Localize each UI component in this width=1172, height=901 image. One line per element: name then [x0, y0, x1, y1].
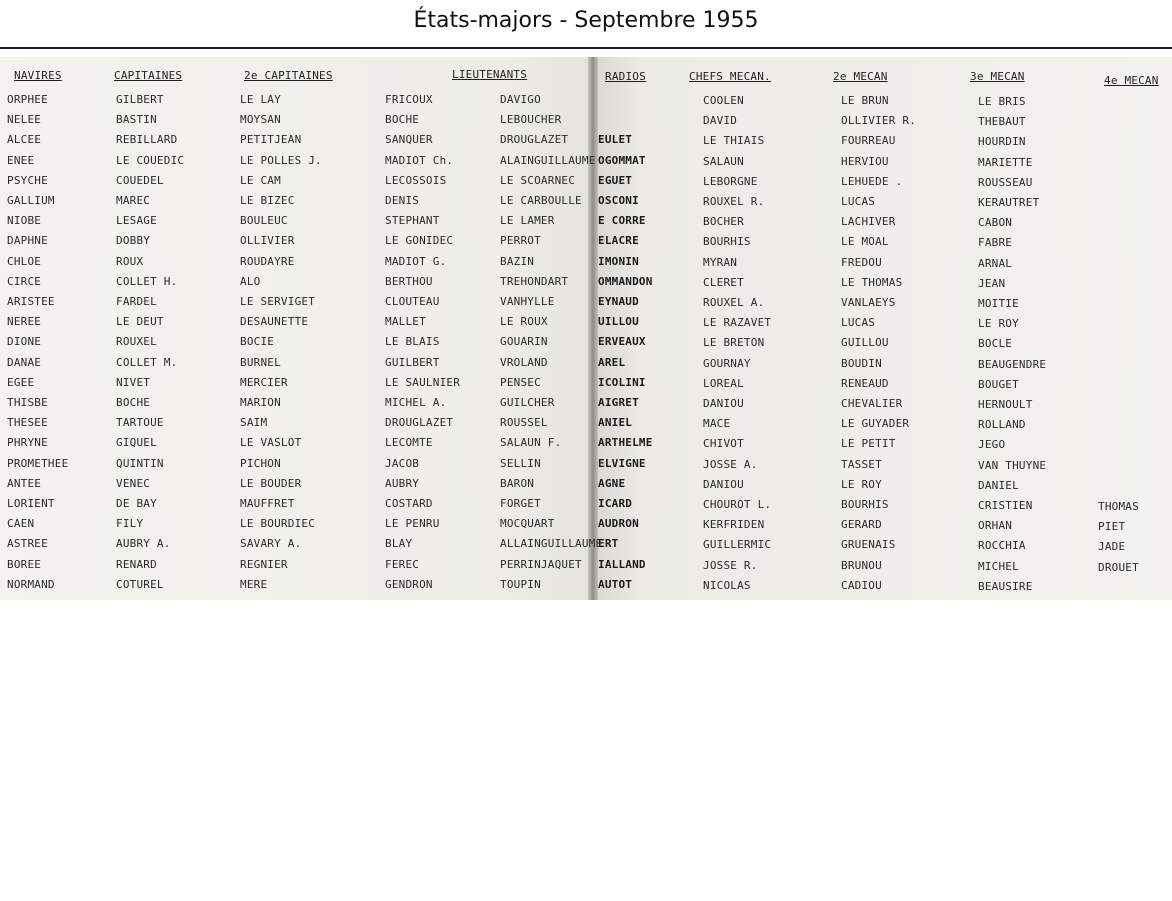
radio-cell: ELACRE [598, 234, 639, 247]
header-4e-mecan: 4e MECAN [1104, 74, 1159, 87]
third-mecan-cell: FABRE [978, 236, 1013, 249]
radio-cell: ERVEAUX [598, 335, 646, 348]
second-capitaine-cell: MOYSAN [240, 113, 281, 126]
capitaine-cell: BOCHE [116, 396, 151, 409]
radio-cell: AIGRET [598, 396, 639, 409]
chef-mecan-cell: MACE [703, 417, 731, 430]
lieutenant-cell: LE ROUX [500, 315, 548, 328]
capitaine-cell: COLLET H. [116, 275, 178, 288]
lieutenant-cell: VROLAND [500, 356, 548, 369]
second-mecan-cell: LUCAS [841, 195, 876, 208]
lieutenant-cell: FORGET [500, 497, 541, 510]
second-mecan-cell: BOUDIN [841, 357, 882, 370]
third-mecan-cell: BOUGET [978, 378, 1019, 391]
radio-cell: UILLOU [598, 315, 639, 328]
second-capitaine-cell: LE BOURDIEC [240, 517, 316, 530]
capitaine-cell: ROUXEL [116, 335, 157, 348]
lieutenant-cell: DAVIGO [500, 93, 541, 106]
lieutenant-cell: LE PENRU [385, 517, 440, 530]
navire-cell: PROMETHEE [7, 457, 69, 470]
second-capitaine-cell: DESAUNETTE [240, 315, 309, 328]
lieutenant-cell: TOUPIN [500, 578, 541, 591]
lieutenant-cell: LE GONIDEC [385, 234, 454, 247]
second-capitaine-cell: ROUDAYRE [240, 255, 295, 268]
third-mecan-cell: CRISTIEN [978, 499, 1033, 512]
second-mecan-cell: RENEAUD [841, 377, 889, 390]
capitaine-cell: FILY [116, 517, 144, 530]
second-mecan-cell: LE PETIT [841, 437, 896, 450]
third-mecan-cell: MICHEL [978, 560, 1019, 573]
second-mecan-cell: FOURREAU [841, 134, 896, 147]
navire-cell: BOREE [7, 558, 42, 571]
chef-mecan-cell: LE RAZAVET [703, 316, 772, 329]
navire-cell: NEREE [7, 315, 42, 328]
chef-mecan-cell: CLERET [703, 276, 744, 289]
radio-cell: ELVIGNE [598, 457, 646, 470]
header-lieutenants: LIEUTENANTS [452, 68, 528, 81]
radio-cell: OSCONI [598, 194, 639, 207]
book-gutter [588, 57, 598, 600]
radio-cell: ICARD [598, 497, 633, 510]
lieutenant-cell: LEBOUCHER [500, 113, 562, 126]
lieutenant-cell: CLOUTEAU [385, 295, 440, 308]
chef-mecan-cell: BOURHIS [703, 235, 751, 248]
navire-cell: ANTEE [7, 477, 42, 490]
capitaine-cell: TARTOUE [116, 416, 164, 429]
lieutenant-cell: GUILBERT [385, 356, 440, 369]
second-mecan-cell: LACHIVER [841, 215, 896, 228]
third-mecan-cell: HOURDIN [978, 135, 1026, 148]
second-capitaine-cell: LE BIZEC [240, 194, 295, 207]
navire-cell: NORMAND [7, 578, 55, 591]
navire-cell: NIOBE [7, 214, 42, 227]
header-chefs-mecan: CHEFS MECAN. [689, 70, 771, 83]
fourth-mecan-cell: JADE [1098, 540, 1126, 553]
lieutenant-cell: BERTHOU [385, 275, 433, 288]
lieutenant-cell: PENSEC [500, 376, 541, 389]
capitaine-cell: ROUX [116, 255, 144, 268]
title-divider [0, 47, 1172, 49]
second-capitaine-cell: PETITJEAN [240, 133, 302, 146]
scanned-document [0, 57, 1172, 600]
navire-cell: PSYCHE [7, 174, 48, 187]
navire-cell: EGEE [7, 376, 35, 389]
second-capitaine-cell: REGNIER [240, 558, 288, 571]
second-mecan-cell: CHEVALIER [841, 397, 903, 410]
header-2e-mecan: 2e MECAN [833, 70, 888, 83]
capitaine-cell: LESAGE [116, 214, 157, 227]
second-capitaine-cell: PICHON [240, 457, 281, 470]
lieutenant-cell: DROUGLAZET [500, 133, 569, 146]
third-mecan-cell: DANIEL [978, 479, 1019, 492]
capitaine-cell: RENARD [116, 558, 157, 571]
second-capitaine-cell: MARION [240, 396, 281, 409]
navire-cell: CAEN [7, 517, 35, 530]
fourth-mecan-cell: THOMAS [1098, 500, 1139, 513]
lieutenant-cell: BARON [500, 477, 535, 490]
chef-mecan-cell: GOURNAY [703, 357, 751, 370]
second-capitaine-cell: LE CAM [240, 174, 281, 187]
chef-mecan-cell: JOSSE A. [703, 458, 758, 471]
second-capitaine-cell: LE LAY [240, 93, 281, 106]
capitaine-cell: GILBERT [116, 93, 164, 106]
radio-cell: ANIEL [598, 416, 633, 429]
lieutenant-cell: LE CARBOULLE [500, 194, 582, 207]
capitaine-cell: MAREC [116, 194, 151, 207]
lieutenant-cell: MALLET [385, 315, 426, 328]
lieutenant-cell: LE SAULNIER [385, 376, 461, 389]
chef-mecan-cell: LEBORGNE [703, 175, 758, 188]
radio-cell: E CORRE [598, 214, 646, 227]
lieutenant-cell: LECOMTE [385, 436, 433, 449]
second-capitaine-cell: LE BOUDER [240, 477, 302, 490]
chef-mecan-cell: GUILLERMIC [703, 538, 772, 551]
chef-mecan-cell: LOREAL [703, 377, 744, 390]
lieutenant-cell: SANQUER [385, 133, 433, 146]
header-navires: NAVIRES [14, 69, 62, 82]
second-capitaine-cell: OLLIVIER [240, 234, 295, 247]
header-capitaines: CAPITAINES [114, 69, 183, 82]
second-mecan-cell: GRUENAIS [841, 538, 896, 551]
third-mecan-cell: KERAUTRET [978, 196, 1040, 209]
chef-mecan-cell: ROUXEL R. [703, 195, 765, 208]
radio-cell: EGUET [598, 174, 633, 187]
navire-cell: CHLOE [7, 255, 42, 268]
navire-cell: ASTREE [7, 537, 48, 550]
second-mecan-cell: LE BRUN [841, 94, 889, 107]
lieutenant-cell: GENDRON [385, 578, 433, 591]
lieutenant-cell: GOUARIN [500, 335, 548, 348]
radio-cell: ERT [598, 537, 619, 550]
navire-cell: THISBE [7, 396, 48, 409]
lieutenant-cell: GUILCHER [500, 396, 555, 409]
chef-mecan-cell: DAVID [703, 114, 738, 127]
third-mecan-cell: BEAUSIRE [978, 580, 1033, 593]
capitaine-cell: QUINTIN [116, 457, 164, 470]
lieutenant-cell: ALAINGUILLAUME [500, 154, 596, 167]
lieutenant-cell: MADIOT Ch. [385, 154, 454, 167]
chef-mecan-cell: LE THIAIS [703, 134, 765, 147]
lieutenant-cell: AUBRY [385, 477, 420, 490]
capitaine-cell: DOBBY [116, 234, 151, 247]
lieutenant-cell: MOCQUART [500, 517, 555, 530]
third-mecan-cell: LE ROY [978, 317, 1019, 330]
second-mecan-cell: LUCAS [841, 316, 876, 329]
third-mecan-cell: LE BRIS [978, 95, 1026, 108]
lieutenant-cell: PERRINJAQUET [500, 558, 582, 571]
radio-cell: AGNE [598, 477, 626, 490]
second-mecan-cell: FREDOU [841, 256, 882, 269]
chef-mecan-cell: LE BRETON [703, 336, 765, 349]
chef-mecan-cell: DANIOU [703, 478, 744, 491]
chef-mecan-cell: SALAUN [703, 155, 744, 168]
radio-cell: ARTHELME [598, 436, 653, 449]
fourth-mecan-cell: PIET [1098, 520, 1126, 533]
navire-cell: DIONE [7, 335, 42, 348]
third-mecan-cell: ARNAL [978, 257, 1013, 270]
lieutenant-cell: MICHEL A. [385, 396, 447, 409]
capitaine-cell: COUEDEL [116, 174, 164, 187]
capitaine-cell: BASTIN [116, 113, 157, 126]
radio-cell: AREL [598, 356, 626, 369]
second-capitaine-cell: LE VASLOT [240, 436, 302, 449]
second-capitaine-cell: LE SERVIGET [240, 295, 316, 308]
radio-cell: IALLAND [598, 558, 646, 571]
lieutenant-cell: SELLIN [500, 457, 541, 470]
chef-mecan-cell: NICOLAS [703, 579, 751, 592]
lieutenant-cell: PERROT [500, 234, 541, 247]
third-mecan-cell: CABON [978, 216, 1013, 229]
fourth-mecan-cell: DROUET [1098, 561, 1139, 574]
navire-cell: THESEE [7, 416, 48, 429]
capitaine-cell: AUBRY A. [116, 537, 171, 550]
chef-mecan-cell: KERFRIDEN [703, 518, 765, 531]
second-capitaine-cell: LE POLLES J. [240, 154, 322, 167]
chef-mecan-cell: JOSSE R. [703, 559, 758, 572]
second-mecan-cell: HERVIOU [841, 155, 889, 168]
capitaine-cell: LE COUEDIC [116, 154, 185, 167]
third-mecan-cell: MARIETTE [978, 156, 1033, 169]
page-title: États-majors - Septembre 1955 [413, 8, 759, 33]
radio-cell: AUDRON [598, 517, 639, 530]
second-capitaine-cell: MERE [240, 578, 268, 591]
third-mecan-cell: JEGO [978, 438, 1006, 451]
second-capitaine-cell: SAVARY A. [240, 537, 302, 550]
capitaine-cell: COLLET M. [116, 356, 178, 369]
third-mecan-cell: VAN THUYNE [978, 459, 1047, 472]
radio-cell: OGOMMAT [598, 154, 646, 167]
lieutenant-cell: STEPHANT [385, 214, 440, 227]
second-mecan-cell: TASSET [841, 458, 882, 471]
radio-cell: ICOLINI [598, 376, 646, 389]
second-mecan-cell: BOURHIS [841, 498, 889, 511]
lieutenant-cell: LE BLAIS [385, 335, 440, 348]
chef-mecan-cell: BOCHER [703, 215, 744, 228]
navire-cell: ARISTEE [7, 295, 55, 308]
lieutenant-cell: BAZIN [500, 255, 535, 268]
chef-mecan-cell: ROUXEL A. [703, 296, 765, 309]
capitaine-cell: REBILLARD [116, 133, 178, 146]
capitaine-cell: COTUREL [116, 578, 164, 591]
second-capitaine-cell: MERCIER [240, 376, 288, 389]
lieutenant-cell: LE LAMER [500, 214, 555, 227]
radio-cell: AUTOT [598, 578, 633, 591]
lieutenant-cell: VANHYLLE [500, 295, 555, 308]
second-mecan-cell: LE ROY [841, 478, 882, 491]
capitaine-cell: VENEC [116, 477, 151, 490]
capitaine-cell: NIVET [116, 376, 151, 389]
chef-mecan-cell: DANIOU [703, 397, 744, 410]
lieutenant-cell: BOCHE [385, 113, 420, 126]
second-mecan-cell: VANLAEYS [841, 296, 896, 309]
radio-cell: OMMANDON [598, 275, 653, 288]
radio-cell: IMONIN [598, 255, 639, 268]
navire-cell: ORPHEE [7, 93, 48, 106]
third-mecan-cell: MOITIE [978, 297, 1019, 310]
navire-cell: DANAE [7, 356, 42, 369]
third-mecan-cell: JEAN [978, 277, 1006, 290]
second-mecan-cell: GERARD [841, 518, 882, 531]
navire-cell: CIRCE [7, 275, 42, 288]
third-mecan-cell: ROCCHIA [978, 539, 1026, 552]
second-capitaine-cell: MAUFFRET [240, 497, 295, 510]
navire-cell: GALLIUM [7, 194, 55, 207]
second-mecan-cell: CADIOU [841, 579, 882, 592]
third-mecan-cell: ROUSSEAU [978, 176, 1033, 189]
lieutenant-cell: BLAY [385, 537, 413, 550]
second-capitaine-cell: SAIM [240, 416, 268, 429]
second-capitaine-cell: BOULEUC [240, 214, 288, 227]
third-mecan-cell: ROLLAND [978, 418, 1026, 431]
second-mecan-cell: GUILLOU [841, 336, 889, 349]
radio-cell: EULET [598, 133, 633, 146]
third-mecan-cell: THEBAUT [978, 115, 1026, 128]
lieutenant-cell: ROUSSEL [500, 416, 548, 429]
lieutenant-cell: FRICOUX [385, 93, 433, 106]
radio-cell: EYNAUD [598, 295, 639, 308]
lieutenant-cell: LECOSSOIS [385, 174, 447, 187]
navire-cell: DAPHNE [7, 234, 48, 247]
third-mecan-cell: HERNOULT [978, 398, 1033, 411]
second-mecan-cell: LE THOMAS [841, 276, 903, 289]
lieutenant-cell: LE SCOARNEC [500, 174, 576, 187]
navire-cell: ENEE [7, 154, 35, 167]
lieutenant-cell: ALLAINGUILLAUME [500, 537, 603, 550]
lieutenant-cell: DROUGLAZET [385, 416, 454, 429]
lieutenant-cell: DENIS [385, 194, 420, 207]
lieutenant-cell: FEREC [385, 558, 420, 571]
lieutenant-cell: SALAUN F. [500, 436, 562, 449]
capitaine-cell: DE BAY [116, 497, 157, 510]
header-3e-mecan: 3e MECAN [970, 70, 1025, 83]
header-radios: RADIOS [605, 70, 646, 83]
second-mecan-cell: LE GUYADER [841, 417, 910, 430]
header-2e-capitaines: 2e CAPITAINES [244, 69, 333, 82]
chef-mecan-cell: MYRAN [703, 256, 738, 269]
chef-mecan-cell: CHIVOT [703, 437, 744, 450]
lieutenant-cell: MADIOT G. [385, 255, 447, 268]
second-capitaine-cell: ALO [240, 275, 261, 288]
chef-mecan-cell: COOLEN [703, 94, 744, 107]
second-capitaine-cell: BURNEL [240, 356, 281, 369]
navire-cell: PHRYNE [7, 436, 48, 449]
navire-cell: ALCEE [7, 133, 42, 146]
second-mecan-cell: LE MOAL [841, 235, 889, 248]
navire-cell: LORIENT [7, 497, 55, 510]
third-mecan-cell: BEAUGENDRE [978, 358, 1047, 371]
third-mecan-cell: ORHAN [978, 519, 1013, 532]
navire-cell: NELEE [7, 113, 42, 126]
lieutenant-cell: JACOB [385, 457, 420, 470]
lieutenant-cell: TREHONDART [500, 275, 569, 288]
second-mecan-cell: BRUNOU [841, 559, 882, 572]
second-capitaine-cell: BOCIE [240, 335, 275, 348]
lieutenant-cell: COSTARD [385, 497, 433, 510]
chef-mecan-cell: CHOUROT L. [703, 498, 772, 511]
second-mecan-cell: LEHUEDE . [841, 175, 903, 188]
third-mecan-cell: BOCLE [978, 337, 1013, 350]
second-mecan-cell: OLLIVIER R. [841, 114, 917, 127]
capitaine-cell: FARDEL [116, 295, 157, 308]
capitaine-cell: GIQUEL [116, 436, 157, 449]
capitaine-cell: LE DEUT [116, 315, 164, 328]
